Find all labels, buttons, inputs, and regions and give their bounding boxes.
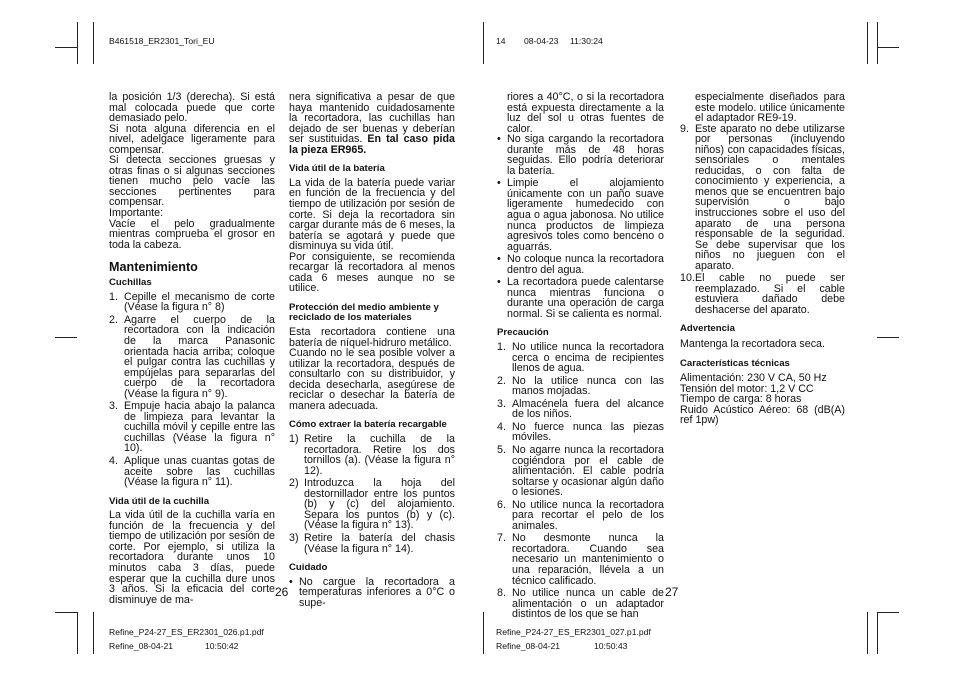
list-item: 7. No desmonte nunca la recortadora. Cuando sea necesario un mantenimiento o una reparación, llévela a un técnico calificado.	[497, 532, 664, 587]
subsection-title-environment: Protección del medio ambiente y reciclado de los materiales	[289, 301, 439, 324]
text-paragraph: la posición 1/3 (derecha). Si está mal colocada puede que corte demasiado pelo.	[109, 91, 275, 125]
section-title-maintenance: Mantenimiento	[109, 260, 198, 275]
column-4	[680, 92, 845, 426]
print-job-code: B461518_ER2301_Tori_EU	[109, 36, 215, 46]
text-paragraph: Cuando no le sea posible volver a utilizar la recortadora, después de consultarlo con su distribuidor, y decida desecharla, asegúrese de reciclar o desechar la batería de manera adecuada.	[289, 347, 455, 412]
list-item: 4. Aplique unas cuantas gotas de aceite sobre las cuchillas (Véase la figura n° 11).	[109, 455, 275, 489]
footer-file-right: Refine_P24-27_ES_ER2301_027.p1.pdf	[496, 627, 651, 637]
blades-steps	[109, 292, 275, 488]
footer-time-right: 10:50:43	[594, 641, 628, 651]
text-paragraph: Si nota alguna diferencia en el nivel, adelgace ligeramente para compensar.	[109, 122, 275, 156]
list-item: • Limpie el alojamiento únicamente con un paño suave ligeramente humedecido con agua o agua jabonosa. No utilice nunca productos de limpieza agresivos toles como benceno o aguarrás.	[497, 177, 664, 253]
list-item: 1. No utilice nunca la recortadora cerca o encima de recipientes llenos de agua.	[497, 341, 664, 375]
spec-line: Tiempo de carga: 8 horas	[680, 393, 802, 406]
list-item: 6. No utilice nunca la recortadora para recortar el pelo de los animales.	[497, 498, 664, 532]
spec-line: Tensión del motor: 1,2 V CC	[680, 382, 814, 395]
text-paragraph: Esta recortadora contiene una batería de níquel-hidruro metálico.	[289, 326, 455, 349]
extract-steps	[289, 434, 455, 554]
text-paragraph: Vacíe el pelo gradualmente mientras comprueba el grosor en toda la cabeza.	[109, 217, 275, 251]
list-item: 3. Empuje hacia abajo la palanca de limpieza para levantar la cuchilla móvil y cepille entre las cuchillas (Véase la figura n° 10).	[109, 400, 275, 455]
text-paragraph: La vida de la batería puede variar en función de la frecuencia y del tiempo de utilización por sesión de corte. Si deja la recortadora sin cargar durante más de 6 meses, la batería se agotará y puede que disminuya su vida útil.	[289, 176, 455, 253]
column-2	[289, 92, 455, 610]
print-time: 11:30:24	[570, 36, 603, 46]
list-item: 8. No utilice nunca un cable de alimentación o un adaptador distintos de los que se han	[497, 587, 664, 621]
subsection-title-specs: Características técnicas	[680, 357, 790, 369]
precaution-list-continued	[680, 124, 845, 316]
spec-line: Alimentación: 230 V CA, 50 Hz	[680, 372, 827, 385]
footer-date-right: Refine_08-04-21	[496, 641, 561, 651]
list-item: 1) Retire la cuchilla de la recortadora. Retire los dos tornillos (a). (Véase la figura n° 12).	[289, 433, 455, 477]
column-3	[497, 92, 664, 622]
subsection-title-warning: Advertencia	[680, 323, 735, 335]
footer-date-left: Refine_08-04-21	[109, 641, 174, 651]
list-item: 9. Este aparato no debe utilizarse por personas (incluyendo niños) con capacidades físicas, sensoriales o mentales reducidas, o con falta de conocimiento y experiencia, a menos que se encuentren bajo supervisión o bajo instrucciones sobre el uso del aparato de una persona responsable de la seguridad. Se debe supervisar que los niños no jueguen con el aparato.	[680, 122, 845, 272]
text-paragraph: nera significativa a pesar de que haya mantenido cuidadosamente la recortadora, las cuchillas han dejado de ser buenas y deberían ser sustituidas. En tal caso pida la pieza ER965.	[289, 91, 455, 156]
list-item: • No siga cargando la recortadora durante más de 48 horas seguidas. Ello podría deteriorar la batería.	[497, 133, 664, 177]
list-item: • No cargue la recortadora a temperaturas inferiores a 0°C o supe-	[289, 575, 455, 609]
print-date: 08-04-23	[524, 36, 559, 46]
list-item: 3. Almacénela fuera del alcance de los niños.	[497, 397, 664, 421]
page-number-left: 26	[275, 585, 289, 599]
precaution-list	[497, 342, 664, 620]
text-paragraph: La vida útil de la cuchilla varía en función de la frecuencia y del tiempo de utilización por sesión de corte. Por ejemplo, si utiliza la recortadora durante unos 10 minutos caba 3 días, puede esperar que la cuchilla dure unos 3 años. Si la eficacia del corte disminuye de ma-	[109, 509, 275, 606]
list-item: • No coloque nunca la recortadora dentro del agua.	[497, 253, 664, 276]
list-item: 2. Agarre el cuerpo de la recortadora con la indicación de la marca Panasonic orientada hacia arriba; coloque el pulgar contra las cuchillas y empújelas para separarlas del cuerpo de la recortadora (Véase la figura n° 9).	[109, 313, 275, 400]
text-paragraph: Mantenga la recortadora seca.	[680, 338, 825, 351]
care-bullets	[289, 577, 455, 609]
list-item: 10. El cable no puede ser reemplazado. Si el cable estuviera dañado debe deshacerse del aparato.	[680, 272, 845, 316]
list-item: 2. No la utilice nunca con las manos mojadas.	[497, 374, 664, 398]
text-paragraph: especialmente diseñados para este modelo. utilice únicamente el adaptador RE9-19.	[695, 91, 845, 125]
important-label: Importante:	[109, 207, 164, 220]
subsection-title-blades: Cuchillas	[109, 277, 152, 289]
page-number-right: 27	[665, 585, 679, 599]
footer-time-left: 10:50:42	[205, 641, 239, 651]
list-item: 4. No fuerce nunca las piezas móviles.	[497, 420, 664, 444]
list-item: 1. Cepille el mecanismo de corte (Véase la figura n° 8)	[109, 290, 275, 314]
list-item: • La recortadora puede calentarse nunca mientras funciona o durante una operación de carga normal. Si se calienta es normal.	[497, 276, 664, 320]
text-paragraph: Por consiguiente, se recomienda recargar la recortadora al menos cada 6 meses aunque no se utilice.	[289, 250, 455, 295]
list-item: 2) Introduzca la hoja del destornillador entre los puntos (b) y (c) del alojamiento. Separa los puntos (b) y (c). (Véase la figura n° 13).	[289, 477, 455, 532]
footer-file-left: Refine_P24-27_ES_ER2301_026.p1.pdf	[109, 627, 264, 637]
care-bullets-continued	[497, 134, 664, 319]
list-item: 3) Retire la batería del chasis (Véase la figura n° 14).	[289, 531, 455, 555]
spec-line: Ruido Acústico Aéreo: 68 (dB(A) ref 1pw)	[680, 403, 845, 427]
column-1	[109, 92, 275, 605]
subsection-title-blade-life: Vida útil de la cuchilla	[109, 495, 210, 507]
subsection-title-precaution: Precaución	[497, 327, 549, 339]
text-paragraph: Si detecta secciones gruesas y otras finas o si algunas secciones tienen mucho pelo vacíe las secciones pertinentes para compensar.	[109, 154, 275, 209]
subsection-title-care: Cuidado	[289, 562, 328, 574]
subsection-title-extract-battery: Cómo extraer la batería recargable	[289, 419, 447, 431]
list-item: 5. No agarre nunca la recortadora cogiéndora por el cable de alimentación. El cable podría soltarse y ocasionar algún daño o lesiones.	[497, 444, 664, 499]
text-paragraph: riores a 40°C, o si la recortadora está expuesta directamente a la luz del sol u otras fuentes de calor.	[507, 91, 664, 135]
print-sheet-number: 14	[496, 36, 506, 46]
subsection-title-battery-life: Vida útil de la batería	[289, 163, 385, 175]
